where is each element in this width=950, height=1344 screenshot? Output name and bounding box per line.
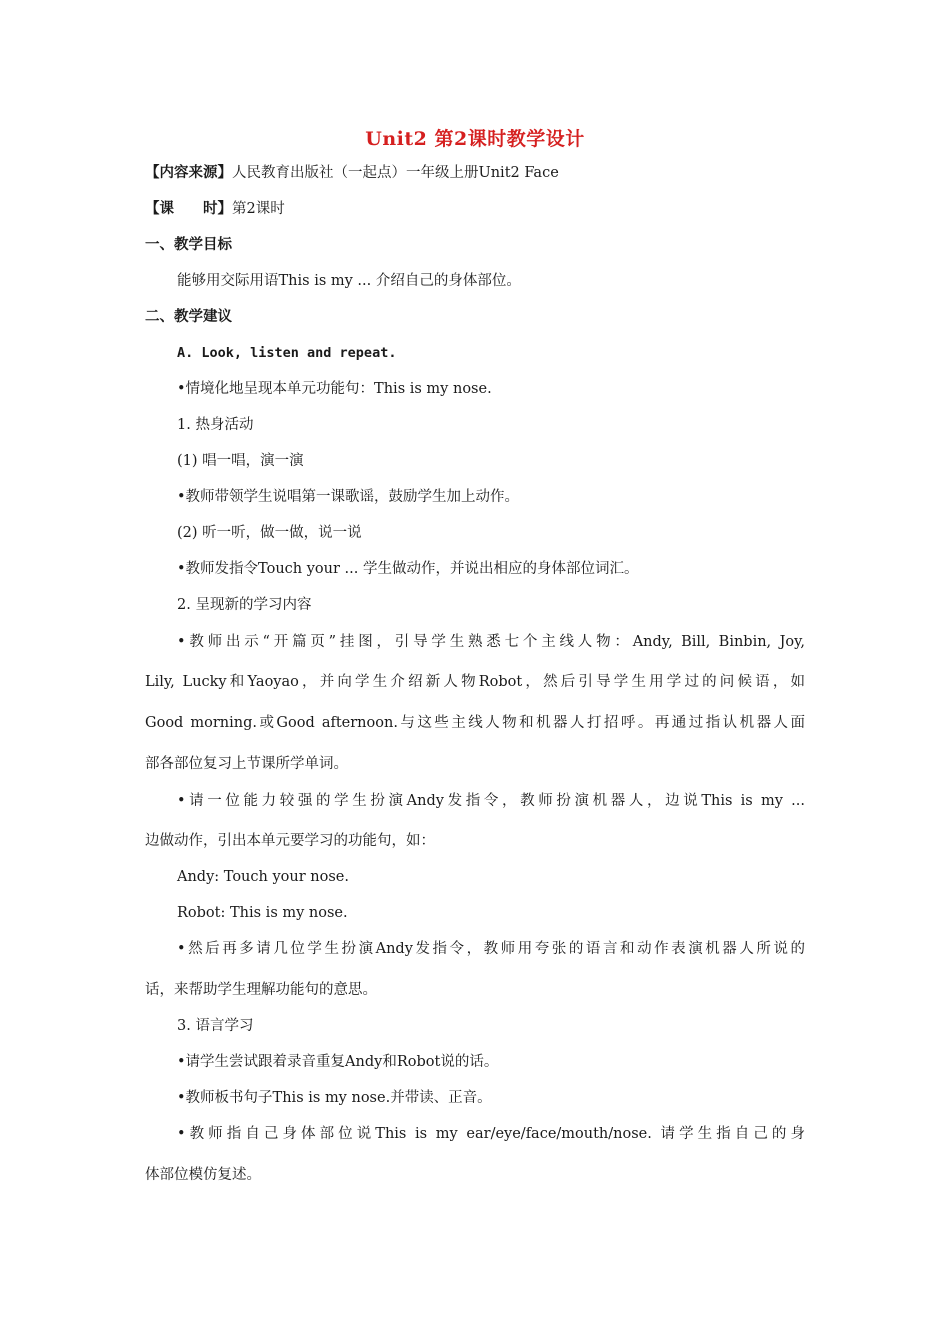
step-1-heading: 1. 热身活动 (177, 417, 254, 433)
paragraph-4-line-1: •教师出示“开篇页”挂图，引导学生熟悉七个主线人物：Andy, Bill, Binbin, Joy, (177, 634, 805, 650)
lesson-line (145, 199, 815, 219)
dialog-line-2: Robot: This is my nose. (177, 905, 348, 921)
source-label: 【内容来源】 (145, 164, 232, 181)
step-3-heading: 3. 语言学习 (177, 1018, 254, 1034)
paragraph-3: •教师发指令Touch your ... 学生做动作，并说出相应的身体部位词汇。 (177, 561, 639, 577)
paragraph-2: •教师带领学生说唱第一课歌谣，鼓励学生加上动作。 (177, 489, 520, 505)
paragraph-9-line-2: 体部位模仿复述。 (145, 1167, 261, 1183)
paragraph-6-line-1: •然后再多请几位学生扮演Andy发指令，教师用夸张的语言和动作表演机器人所说的 (177, 941, 805, 957)
lesson-text: 第2课时 (232, 201, 285, 217)
source-line (145, 163, 815, 183)
paragraph-5-line-1: •请一位能力较强的学生扮演Andy发指令，教师扮演机器人，边说This is my ... (177, 793, 805, 809)
goal-paragraph: 能够用交际用语This is my ... 介绍自己的身体部位。 (177, 273, 521, 289)
paragraph-1: •情境化地呈现本单元功能句：This is my nose. (177, 381, 492, 397)
paragraph-4-line-3: Good morning.或Good afternoon.与这些主线人物和机器人打招呼。再通过指认机器人面 (145, 715, 805, 731)
paragraph-4-line-4: 部各部位复习上节课所学单词。 (145, 756, 348, 772)
source-text: 人民教育出版社（一起点）一年级上册Unit2 Face (232, 165, 559, 181)
paragraph-7: •请学生尝试跟着录音重复Andy和Robot说的话。 (177, 1054, 499, 1070)
document-title: Unit2 第2课时教学设计 (365, 128, 585, 150)
part-a-heading: A. Look, listen and repeat. (177, 345, 397, 361)
paragraph-5-line-2: 边做动作，引出本单元要学习的功能句，如： (145, 833, 435, 849)
lesson-label: 【课 时】 (145, 200, 232, 217)
step-2-heading: 2. 呈现新的学习内容 (177, 597, 312, 613)
paragraph-4-line-2: Lily, Lucky和Yaoyao，并向学生介绍新人物Robot，然后引导学生用学过的问候语，如 (145, 674, 805, 690)
paragraph-6-line-2: 话，来帮助学生理解功能句的意思。 (145, 982, 377, 998)
paragraph-9-line-1: •教师指自己身体部位说This is my ear/eye/face/mouth/nose. 请学生指自己的身 (177, 1126, 805, 1142)
step-1-1: (1) 唱一唱，演一演 (177, 453, 304, 469)
section2-heading: 二、教学建议 (145, 308, 232, 325)
dialog-line-1: Andy: Touch your nose. (177, 869, 349, 885)
step-1-2: (2) 听一听，做一做，说一说 (177, 525, 362, 541)
paragraph-8: •教师板书句子This is my nose.并带读、正音。 (177, 1090, 492, 1106)
section1-heading: 一、教学目标 (145, 236, 232, 253)
